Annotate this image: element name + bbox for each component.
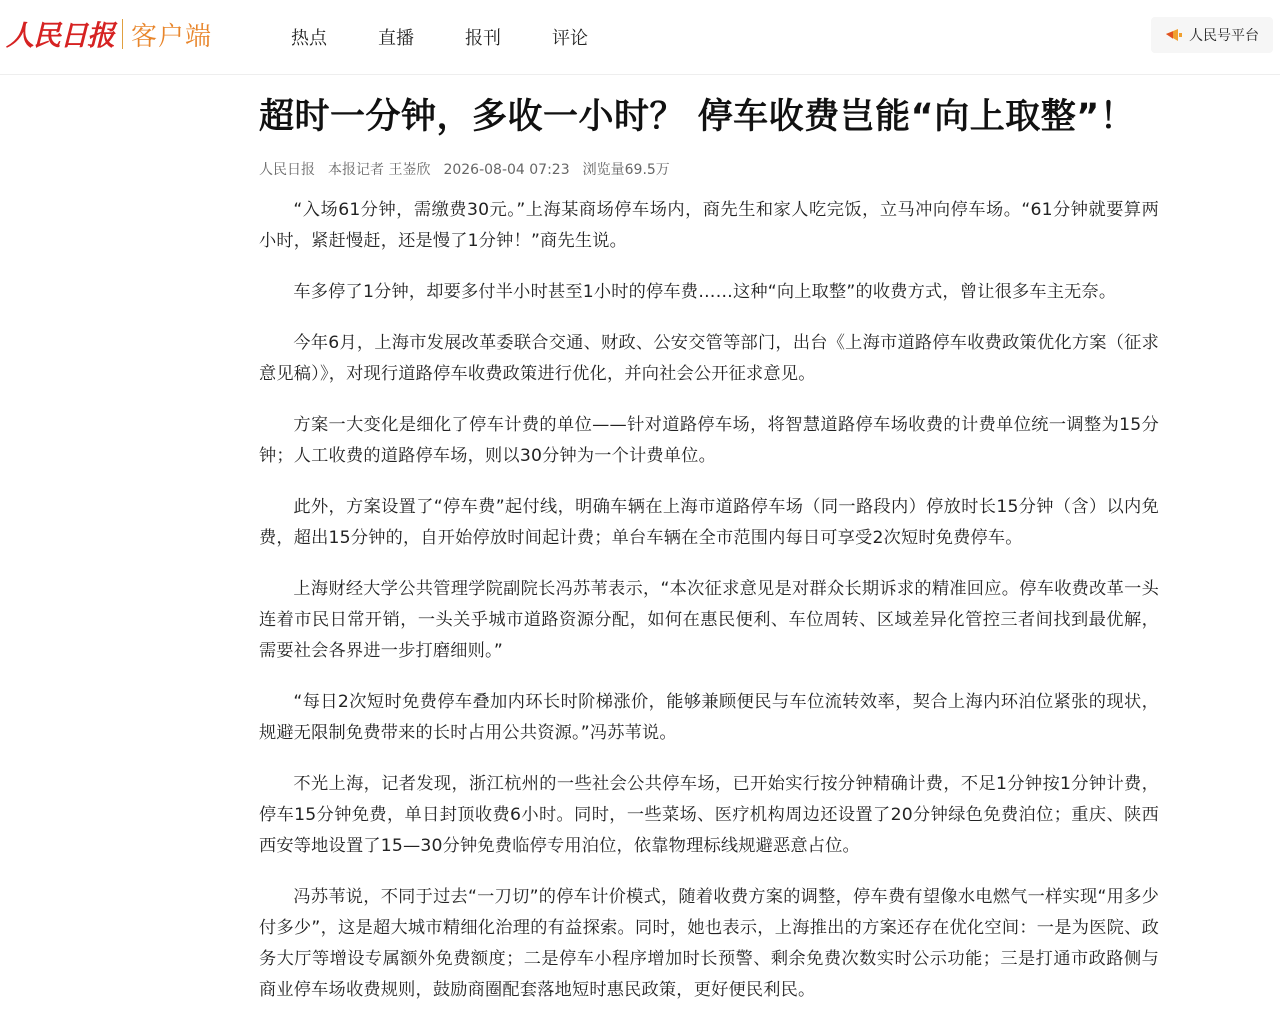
nav-item-hot[interactable]: 热点 bbox=[291, 28, 327, 49]
megaphone-icon bbox=[1165, 28, 1183, 42]
article-paragraph: 不光上海，记者发现，浙江杭州的一些社会公共停车场，已开始实行按分钟精确计费，不足1分钟按1分钟计费，停车15分钟免费，单日封顶收费6小时。同时，一些菜场、医疗机构周边还设置了20分钟绿色免费泊位；重庆、陕西西安等地设置了15—30分钟免费临停专用泊位，依靠物理标线规避恶意占位。 bbox=[259, 774, 1159, 856]
article-paragraph: 车多停了1分钟，却要多付半小时甚至1小时的停车费……这种“向上取整”的收费方式，曾让很多车主无奈。 bbox=[293, 282, 1117, 302]
main-nav bbox=[291, 24, 639, 50]
article-paragraph: 此外，方案设置了“停车费”起付线，明确车辆在上海市道路停车场（同一路段内）停放时长15分钟（含）以内免费，超出15分钟的，自开始停放时间起计费；单台车辆在全市范围内每日可享受2次短时免费停车。 bbox=[259, 497, 1159, 548]
platform-label: 人民号平台 bbox=[1189, 28, 1259, 44]
logo-mark: 人民日报 bbox=[6, 19, 115, 52]
nav-item-commentary[interactable]: 评论 bbox=[552, 28, 588, 49]
article-title: 超时一分钟，多收一小时？ 停车收费岂能“向上取整”！ bbox=[259, 97, 1136, 137]
logo-subtitle: 客户端 bbox=[131, 21, 213, 52]
article-time: 2026-08-04 07:23 bbox=[443, 162, 570, 178]
article-meta bbox=[259, 160, 1159, 180]
site-logo[interactable] bbox=[6, 14, 212, 54]
article-paragraph: 冯苏苇说，不同于过去“一刀切”的停车计价模式，随着收费方案的调整，停车费有望像水电燃气一样实现“用多少付多少”，这是超大城市精细化治理的有益探索。同时，她也表示，上海推出的方案还存在优化空间：一是为医院、政务大厅等增设专属额外免费额度；二是停车小程序增加时长预警、剩余免费次数实时公示功能；三是打通市政路侧与商业停车场收费规则，鼓励商圈配套落地短时惠民政策，更好便民利民。 bbox=[259, 887, 1159, 1000]
logo-divider bbox=[122, 19, 123, 49]
nav-item-live[interactable]: 直播 bbox=[378, 28, 414, 49]
article-paragraph: 方案一大变化是细化了停车计费的单位——针对道路停车场，将智慧道路停车场收费的计费单位统一调整为15分钟；人工收费的道路停车场，则以30分钟为一个计费单位。 bbox=[259, 415, 1159, 466]
article-author: 本报记者 王崟欣 bbox=[328, 162, 431, 178]
article-views: 浏览量69.5万 bbox=[582, 162, 670, 178]
platform-button[interactable] bbox=[1151, 17, 1273, 53]
top-navigation-bar bbox=[0, 0, 1280, 75]
article-paragraph: 上海财经大学公共管理学院副院长冯苏苇表示，“本次征求意见是对群众长期诉求的精准回应。停车收费改革一头连着市民日常开销，一头关乎城市道路资源分配，如何在惠民便利、车位周转、区域差异化管控三者间找到最优解，需要社会各界进一步打磨细则。” bbox=[259, 579, 1159, 661]
article-paragraph: “每日2次短时免费停车叠加内环长时阶梯涨价，能够兼顾便民与车位流转效率，契合上海内环泊位紧张的现状，规避无限制免费带来的长时占用公共资源。”冯苏苇说。 bbox=[259, 692, 1159, 743]
nav-item-newspaper[interactable]: 报刊 bbox=[465, 28, 501, 49]
article-body bbox=[259, 195, 1159, 1006]
article-source: 人民日报 bbox=[259, 162, 315, 178]
article bbox=[259, 92, 1159, 1026]
article-paragraph: 今年6月，上海市发展改革委联合交通、财政、公安交管等部门，出台《上海市道路停车收费政策优化方案（征求意见稿）》，对现行道路停车收费政策进行优化，并向社会公开征求意见。 bbox=[259, 333, 1159, 384]
article-paragraph: “入场61分钟，需缴费30元。”上海某商场停车场内，商先生和家人吃完饭，立马冲向停车场。“61分钟就要算两小时，紧赶慢赶，还是慢了1分钟！”商先生说。 bbox=[259, 200, 1159, 251]
